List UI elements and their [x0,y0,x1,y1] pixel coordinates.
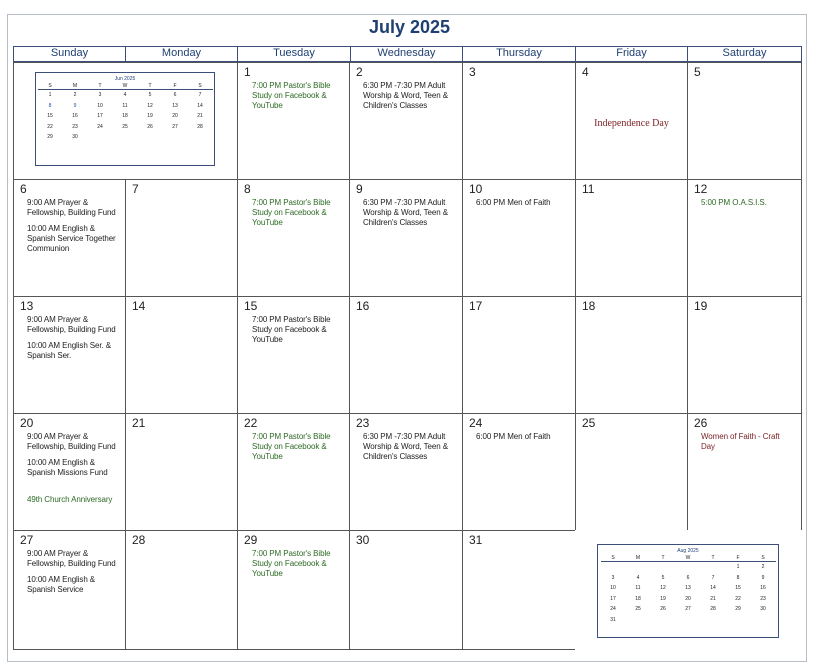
mini-day: 25 [122,123,128,130]
mini-day: 14 [710,585,716,592]
mini-day [676,615,701,626]
day-number: 11 [582,182,595,196]
event-prayer: 9:00 AM Prayer & Fellowship, Building Fund [27,315,116,334]
day-cell[interactable] [462,530,576,650]
event-bible-study: 7:00 PM Pastor's Bible Study on Facebook & YouTube [252,432,331,461]
day-number: 3 [469,65,476,79]
mini-calendar-title: Jun 2025 [114,76,136,82]
weekday-header-tuesday: Tuesday [237,46,350,62]
mini-day: 14 [197,102,203,109]
mini-day: 5 [148,92,152,99]
mini-day: 20 [172,113,178,120]
mini-day: 9 [761,574,765,581]
day-number: 7 [132,182,139,196]
mini-calendar-table [38,83,213,143]
mini-day: 16 [72,113,78,120]
mini-day: 2 [761,564,765,571]
day-number: 8 [244,182,251,196]
mini-day: 23 [72,123,78,130]
day-cell[interactable] [575,179,688,297]
day-cell[interactable] [687,62,802,180]
mini-header: M [63,83,88,90]
mini-day: 15 [735,585,741,592]
mini-day [701,615,726,626]
day-cell[interactable] [462,296,576,414]
day-number: 4 [582,65,589,79]
day-cell[interactable] [237,296,350,414]
mini-calendar-august [597,544,779,638]
day-number: 25 [582,416,596,430]
day-cell[interactable] [125,530,238,650]
event-men-of-faith: 6:00 PM Men of Faith [476,432,551,441]
event-prayer: 9:00 AM Prayer & Fellowship, Building Fund [27,198,116,217]
day-number: 31 [469,533,483,547]
mini-day: 4 [636,574,640,581]
mini-day [751,615,776,626]
day-cell[interactable] [237,530,350,650]
day-cell[interactable] [462,62,576,180]
mini-day: 16 [760,585,766,592]
mini-day: 29 [47,134,53,141]
mini-day: 9 [73,102,77,109]
mini-day: 13 [172,102,178,109]
day-cell[interactable] [13,296,126,414]
mini-day [626,615,651,626]
event-service: 10:00 AM English Ser. & Spanish Ser. [27,341,111,360]
weekday-header-monday: Monday [125,46,237,62]
mini-day: 28 [710,606,716,613]
event-service: 10:00 AM English & Spanish Missions Fund [27,458,108,477]
day-number: 16 [356,299,370,313]
day-number: 30 [356,533,370,547]
weekday-header-wednesday: Wednesday [350,46,462,62]
mini-calendar-title: Aug 2025 [677,548,699,554]
mini-day: 5 [661,574,665,581]
mini-day: 6 [686,574,690,581]
event-service: 10:00 AM English & Spanish Service Together Communion [27,224,116,253]
mini-day: 26 [660,606,666,613]
day-number: 26 [694,416,708,430]
day-cell[interactable] [349,62,463,180]
mini-day: 17 [97,113,103,120]
day-cell[interactable] [687,179,802,297]
mini-day: 15 [47,113,53,120]
day-number: 21 [132,416,146,430]
mini-day: 7 [198,92,202,99]
mini-day [651,562,676,573]
day-number: 9 [356,182,363,196]
event-church-anniversary: 49th Church Anniversary [27,495,113,504]
day-cell[interactable] [349,179,463,297]
mini-day: 20 [685,595,691,602]
mini-day [138,132,163,143]
mini-day: 8 [736,574,740,581]
mini-header: M [626,555,651,562]
weekday-header-friday: Friday [575,46,687,62]
mini-day: 3 [98,92,102,99]
day-number: 23 [356,416,370,430]
day-number: 6 [20,182,27,196]
event-independence-day: Independence Day [594,118,669,129]
mini-day: 21 [710,595,716,602]
day-cell[interactable] [349,530,463,650]
day-number: 1 [244,65,251,79]
mini-calendar-june [35,72,215,166]
day-number: 18 [582,299,596,313]
event-bible-study: 7:00 PM Pastor's Bible Study on Facebook & YouTube [252,81,331,110]
event-prayer: 9:00 AM Prayer & Fellowship, Building Fund [27,549,116,568]
mini-day: 22 [735,595,741,602]
weekday-header-thursday: Thursday [462,46,575,62]
day-cell[interactable] [575,62,688,180]
mini-day [601,562,626,573]
mini-day: 27 [685,606,691,613]
mini-day [163,132,188,143]
mini-day [676,562,701,573]
mini-day: 19 [660,595,666,602]
mini-day: 12 [660,585,666,592]
weekday-header-saturday: Saturday [687,46,802,62]
day-cell[interactable] [13,179,126,297]
day-cell[interactable] [237,413,350,531]
event-worship: 6:30 PM -7:30 PM Adult Worship & Word, Teen & Children's Classes [363,81,448,110]
mini-day: 22 [47,123,53,130]
mini-day: 6 [173,92,177,99]
day-number: 13 [20,299,34,313]
day-number: 19 [694,299,708,313]
event-men-of-faith: 6:00 PM Men of Faith [476,198,551,207]
mini-day: 17 [610,595,616,602]
mini-day [113,132,138,143]
day-cell[interactable] [13,530,126,650]
mini-day: 30 [72,134,78,141]
event-bible-study: 7:00 PM Pastor's Bible Study on Facebook & YouTube [252,315,331,344]
day-cell[interactable] [237,62,350,180]
day-number: 29 [244,533,258,547]
mini-day [626,562,651,573]
mini-calendar-table [601,555,776,625]
day-number: 24 [469,416,483,430]
mini-day: 1 [48,92,52,99]
event-women-of-faith: Women of Faith - Craft Day [701,432,780,451]
day-number: 2 [356,65,363,79]
day-number: 12 [694,182,708,196]
mini-day: 8 [48,102,52,109]
mini-day: 10 [610,585,616,592]
weekday-header-sunday: Sunday [13,46,125,62]
mini-day: 12 [147,102,153,109]
mini-header: F [726,555,751,562]
day-number: 15 [244,299,258,313]
mini-day: 10 [97,102,103,109]
day-cell[interactable] [462,413,576,531]
mini-header: W [113,83,138,90]
mini-day: 24 [97,123,103,130]
calendar-title: July 2025 [368,17,451,37]
event-worship: 6:30 PM -7:30 PM Adult Worship & Word, Teen & Children's Classes [363,432,448,461]
day-number: 22 [244,416,258,430]
day-number: 10 [469,182,483,196]
day-cell[interactable] [575,413,688,531]
day-cell-blank [13,62,238,180]
day-number: 27 [20,533,34,547]
day-cell[interactable] [237,179,350,297]
mini-day: 21 [197,113,203,120]
day-cell[interactable] [125,179,238,297]
day-number: 14 [132,299,146,313]
mini-header: S [188,83,213,90]
mini-day: 24 [610,606,616,613]
mini-header: W [676,555,701,562]
mini-day: 31 [610,616,616,623]
day-number: 17 [469,299,483,313]
day-number: 20 [20,416,34,430]
event-oasis: 5:00 PM O.A.S.I.S. [701,198,767,207]
day-number: 28 [132,533,146,547]
day-cell[interactable] [125,296,238,414]
mini-day: 29 [735,606,741,613]
day-cell-blank [575,530,802,650]
mini-header: T [88,83,113,90]
calendar-grid [13,46,803,652]
mini-day: 30 [760,606,766,613]
mini-header: S [751,555,776,562]
mini-header: S [38,83,63,90]
mini-header: T [651,555,676,562]
mini-day: 27 [172,123,178,130]
mini-day: 26 [147,123,153,130]
day-cell[interactable] [349,296,463,414]
mini-day: 13 [685,585,691,592]
day-cell[interactable] [349,413,463,531]
mini-header: T [701,555,726,562]
mini-day: 7 [711,574,715,581]
mini-day: 25 [635,606,641,613]
mini-day [651,615,676,626]
day-cell[interactable] [462,179,576,297]
day-cell[interactable] [13,413,126,531]
event-bible-study: 7:00 PM Pastor's Bible Study on Facebook & YouTube [252,198,331,227]
mini-header: S [601,555,626,562]
mini-day: 28 [197,123,203,130]
event-worship: 6:30 PM -7:30 PM Adult Worship & Word, Teen & Children's Classes [363,198,448,227]
event-service: 10:00 AM English & Spanish Service [27,575,96,594]
mini-day [88,132,113,143]
mini-day: 11 [122,102,128,109]
mini-day [701,562,726,573]
mini-header: F [163,83,188,90]
mini-day: 18 [122,113,128,120]
mini-day: 1 [736,564,740,571]
day-cell[interactable] [125,413,238,531]
mini-day: 2 [73,92,77,99]
day-cell[interactable] [687,296,802,414]
event-prayer: 9:00 AM Prayer & Fellowship, Building Fund [27,432,116,451]
mini-day: 18 [635,595,641,602]
mini-day [726,615,751,626]
mini-day [188,132,213,143]
event-bible-study: 7:00 PM Pastor's Bible Study on Facebook & YouTube [252,549,331,578]
day-cell[interactable] [687,413,802,531]
mini-day: 19 [147,113,153,120]
mini-day: 11 [635,585,641,592]
mini-day: 3 [611,574,615,581]
mini-header: T [138,83,163,90]
mini-day: 23 [760,595,766,602]
day-cell[interactable] [575,296,688,414]
mini-day: 4 [123,92,127,99]
day-number: 5 [694,65,701,79]
